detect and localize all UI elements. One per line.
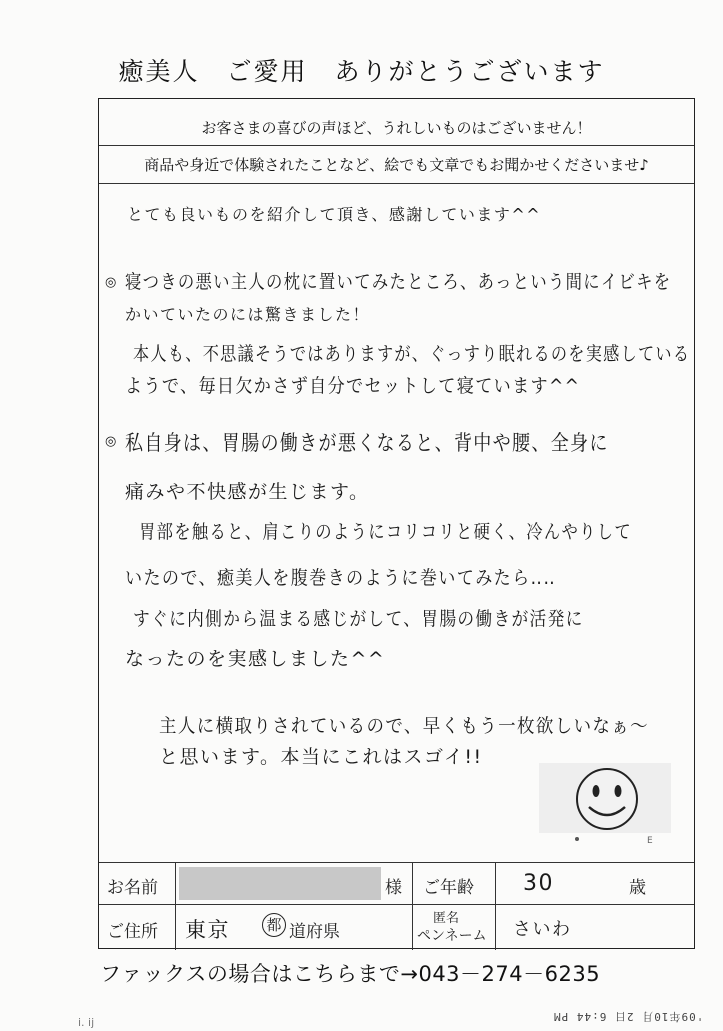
message-line: かいていたのには驚きました！ [125, 305, 371, 324]
address-circled: 都 [262, 913, 286, 937]
message-line: いたので、癒美人を腹巻きのように巻いてみたら‥‥ [125, 567, 557, 589]
age-unit: 歳 [629, 878, 646, 898]
name-label: お名前 [107, 878, 158, 898]
divider [99, 183, 694, 184]
age-value: 30 [523, 871, 554, 896]
feedback-form [98, 98, 695, 949]
svg-text:E: E [647, 836, 653, 846]
divider [175, 862, 176, 950]
message-line: ようで、毎日欠かさず自分でセットして寝ています^^ [125, 375, 581, 397]
redacted-name [179, 867, 381, 900]
message-line: 主人に横取りされているので、早くもう一枚欲しいなぁ～ [159, 715, 650, 737]
corner-mark: i. ij [78, 1016, 95, 1029]
message-line: 痛みや不快感が生じます。 [125, 481, 370, 503]
message-line: 寝つきの悪い主人の枕に置いてみたところ、あっという間にイビキを [125, 271, 672, 293]
fax-footer: ファックスの場合はこちらまで→043－274－6235 [100, 962, 601, 986]
fax-timestamp: '09年10月 2日 6:44 PM [552, 1010, 703, 1023]
divider [495, 862, 496, 950]
age-label: ご年齢 [423, 878, 474, 898]
divider [99, 904, 694, 905]
bullet-icon: ◎ [105, 275, 117, 290]
message-line: なったのを実感しました^^ [125, 648, 386, 670]
message-line: すぐに内側から温まる感じがして、胃腸の働きが活発に [133, 608, 584, 630]
message-line: 私自身は、胃腸の働きが悪くなると、背中や腰、全身に [125, 431, 609, 455]
penname-label: ペンネーム [417, 928, 487, 944]
message-line: と思います。本当にこれはスゴイ!! [159, 746, 483, 768]
divider [99, 145, 694, 146]
intro-line-1: お客さまの喜びの声ほど、うれしいものはございません！ [201, 119, 592, 137]
penname-label: 匿名 [433, 911, 460, 926]
divider [99, 862, 694, 863]
divider [412, 862, 413, 950]
page-title: 癒美人 ご愛用 ありがとうございます [118, 57, 605, 86]
bullet-icon: ◎ [105, 434, 117, 449]
smiley-drawing [537, 759, 677, 859]
address-value: 東京 [185, 918, 230, 942]
penname-value: さいわ [513, 919, 572, 940]
intro-line-2: 商品や身近で体験されたことなど、絵でも文章でもお聞かせくださいませ♪ [144, 156, 649, 174]
message-line: 本人も、不思議そうではありますが、ぐっすり眠れるのを実感している [133, 343, 691, 365]
address-options: 道府県 [289, 922, 340, 942]
message-line: とても良いものを紹介して頂き、感謝しています^^ [127, 205, 542, 224]
address-label: ご住所 [107, 922, 158, 942]
name-suffix: 様 [385, 878, 402, 898]
message-line: 胃部を触ると、肩こりのようにコリコリと硬く、冷んやりして [139, 521, 632, 543]
